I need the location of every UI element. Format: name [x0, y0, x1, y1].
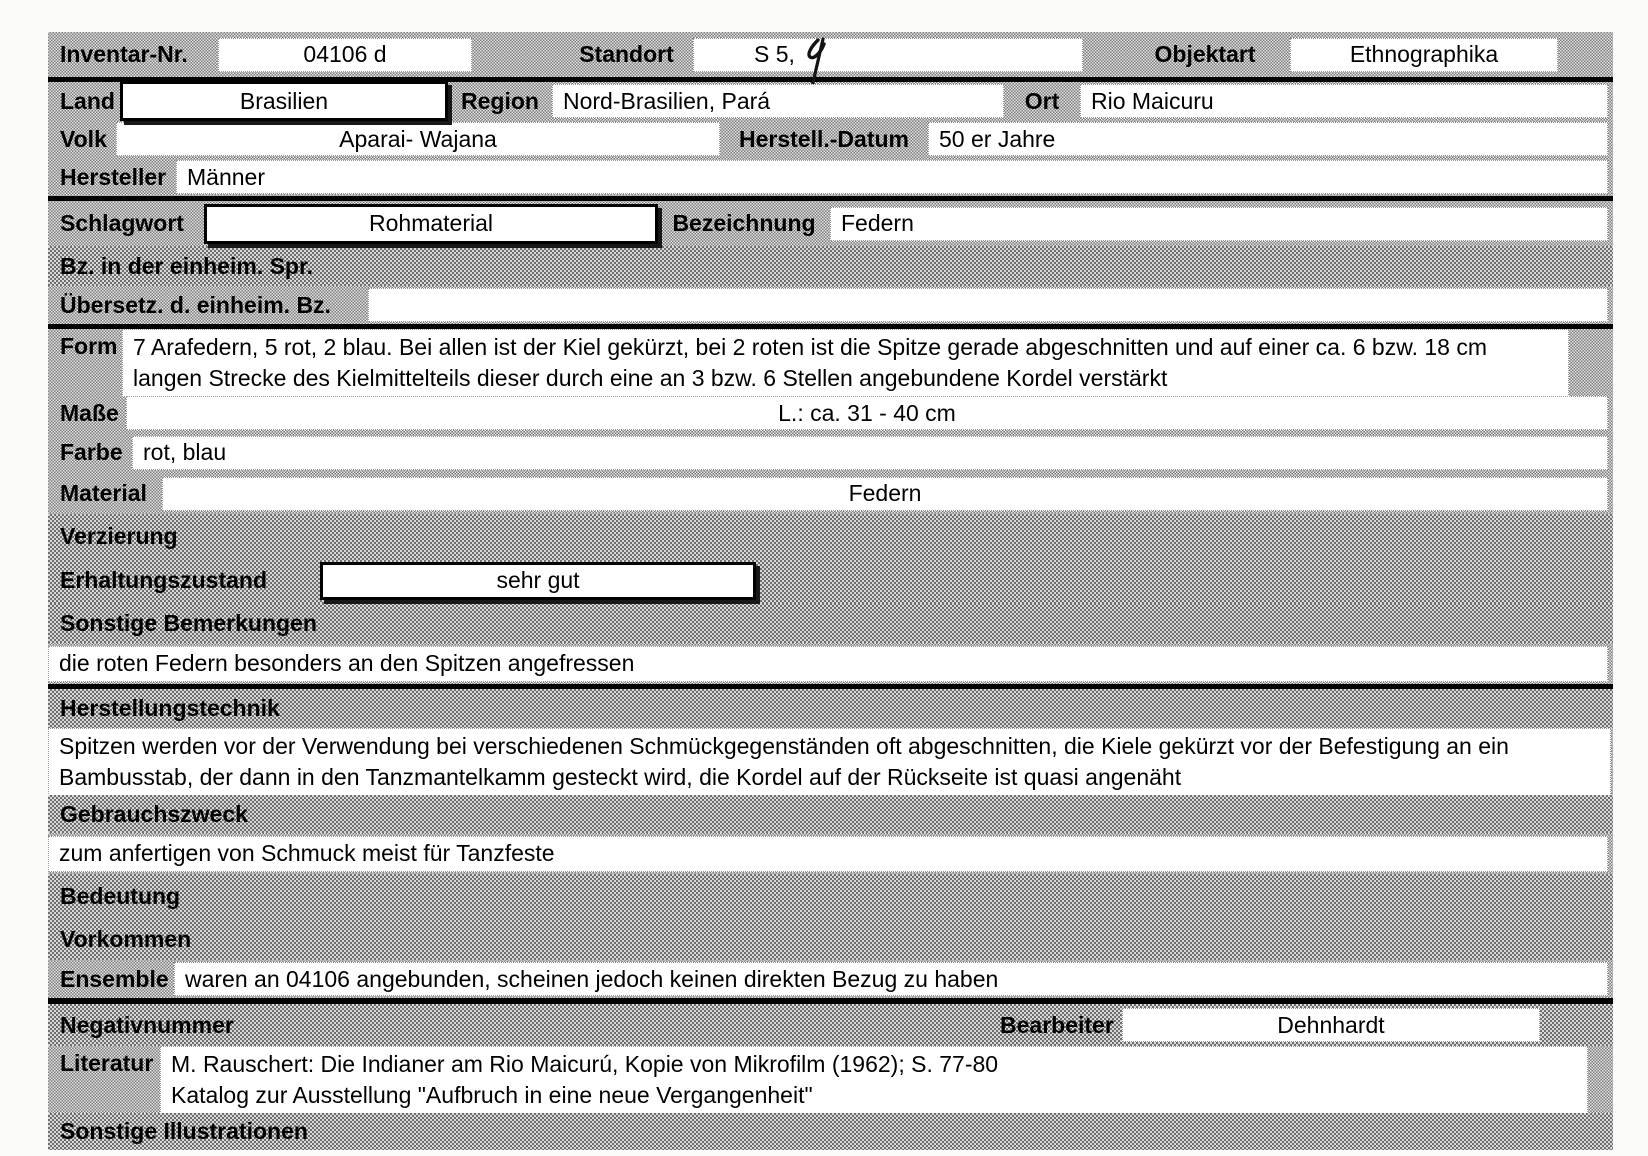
handwritten-4-mark — [803, 37, 829, 89]
bz-einheim-label: Bz. in der einheim. Spr. — [60, 252, 314, 279]
vorkommen-label: Vorkommen — [60, 925, 192, 952]
material-label: Material — [60, 480, 147, 506]
region-label: Region — [461, 87, 539, 114]
row-schlagwort — [48, 201, 1613, 246]
schlagwort-field[interactable]: Rohmaterial — [204, 204, 658, 244]
row-form — [48, 329, 1613, 394]
masse-label: Maße — [60, 399, 119, 426]
bedeutung-label: Bedeutung — [60, 882, 181, 909]
literatur-line-2: Katalog zur Ausstellung "Aufbruch in eine neue Vergangenheit" — [171, 1082, 813, 1108]
uebersetz-field[interactable] — [368, 288, 1608, 322]
ensemble-label: Ensemble — [60, 965, 169, 992]
ort-label: Ort — [1024, 87, 1060, 114]
row-sonstige-bemerkungen-label — [48, 603, 1613, 643]
volk-label: Volk — [60, 125, 107, 152]
row-herstellungstechnik-value — [48, 728, 1613, 795]
row-erhaltungszustand — [48, 558, 1613, 603]
masse-field[interactable]: L.: ca. 31 - 40 cm — [126, 396, 1608, 430]
herstellungstechnik-label: Herstellungstechnik — [60, 695, 280, 721]
row-volk — [48, 120, 1613, 158]
ensemble-field[interactable]: waren an 04106 angebunden, scheinen jedoch keinen direkten Bezug zu haben — [174, 962, 1608, 996]
literatur-label: Literatur — [60, 1050, 154, 1076]
row-ensemble — [48, 960, 1613, 998]
hersteller-label: Hersteller — [60, 163, 167, 190]
standort-field[interactable] — [693, 38, 1083, 72]
sonstige-bemerkungen-label: Sonstige Bemerkungen — [60, 609, 317, 636]
material-field[interactable]: Federn — [162, 477, 1608, 511]
row-gebrauchszweck-value — [48, 833, 1613, 874]
row-negativnummer — [48, 1004, 1613, 1046]
row-vorkommen — [48, 918, 1613, 960]
standort-label: Standort — [579, 41, 674, 67]
sonstige-bemerkungen-field[interactable]: die roten Federn besonders an den Spitzen angefressen — [48, 646, 1608, 682]
objektart-field[interactable]: Ethnographika — [1290, 38, 1558, 72]
region-field[interactable]: Nord-Brasilien, Pará — [552, 84, 1004, 118]
bezeichnung-field[interactable]: Federn — [830, 207, 1608, 241]
standort-value: S 5, — [754, 41, 795, 67]
bezeichnung-label: Bezeichnung — [672, 210, 816, 236]
erhaltungszustand-label: Erhaltungszustand — [60, 567, 268, 593]
farbe-field[interactable]: rot, blau — [132, 436, 1608, 470]
row-literatur — [48, 1046, 1613, 1113]
verzierung-label: Verzierung — [60, 522, 178, 549]
erhaltungszustand-field[interactable]: sehr gut — [320, 562, 756, 600]
literatur-field[interactable] — [160, 1046, 1588, 1114]
row-material — [48, 473, 1613, 514]
row-farbe — [48, 432, 1613, 473]
sonstige-illustrationen-label: Sonstige Illustrationen — [60, 1118, 308, 1144]
form-label: Form — [60, 333, 118, 359]
row-gebrauchszweck-label — [48, 795, 1613, 833]
row-verzierung — [48, 514, 1613, 558]
row-herstellungstechnik-label — [48, 689, 1613, 728]
row-masse — [48, 394, 1613, 432]
bearbeiter-label: Bearbeiter — [1000, 1011, 1114, 1038]
farbe-label: Farbe — [60, 439, 123, 465]
inventar-field[interactable]: 04106 d — [218, 38, 472, 72]
literatur-line-1: M. Rauschert: Die Indianer am Rio Maicurú, Kopie von Mikrofilm (1962); S. 77-80 — [171, 1051, 999, 1077]
herstell-datum-field[interactable]: 50 er Jahre — [928, 122, 1608, 156]
uebersetz-label: Übersetz. d. einheim. Bz. — [60, 291, 331, 318]
volk-field[interactable]: Aparai- Wajana — [116, 122, 720, 156]
land-label: Land — [60, 87, 115, 114]
gebrauchszweck-label: Gebrauchszweck — [60, 800, 248, 827]
land-field[interactable]: Brasilien — [120, 81, 448, 121]
row-sonstige-bemerkungen-value — [48, 643, 1613, 684]
herstell-datum-label: Herstell.-Datum — [739, 125, 909, 152]
row-inventar — [48, 32, 1613, 77]
gebrauchszweck-field[interactable]: zum anfertigen von Schmuck meist für Tanzfeste — [48, 836, 1608, 872]
row-land — [48, 82, 1613, 120]
hersteller-field[interactable]: Männer — [176, 160, 1608, 194]
form-field[interactable]: 7 Arafedern, 5 rot, 2 blau. Bei allen ist der Kiel gekürzt, bei 2 roten ist die Spitze gerade abgeschnitten und auf einer ca. 6 bzw. 18 cm langen Strecke des Kielmittelteils dieser durch eine an 3 bzw. 6 Stellen angebundene Kordel verstärkt — [122, 329, 1569, 397]
ort-field[interactable]: Rio Maicuru — [1080, 84, 1608, 118]
schlagwort-label: Schlagwort — [60, 210, 184, 236]
herstellungstechnik-field[interactable]: Spitzen werden vor der Verwendung bei verschiedenen Schmückgegenständen oft abgeschnitten, die Kiele gekürzt vor der Befestigung an ein Bambusstab, der dann in den Tanzmantelkamm gesteckt wird, die Kordel auf der Rückseite ist quasi angenäht — [48, 728, 1611, 796]
objektart-label: Objektart — [1154, 41, 1256, 67]
bearbeiter-field[interactable]: Dehnhardt — [1122, 1008, 1540, 1042]
row-hersteller — [48, 158, 1613, 196]
row-uebersetz — [48, 286, 1613, 324]
inventar-label: Inventar-Nr. — [60, 41, 188, 67]
museum-record-form — [48, 32, 1613, 1150]
row-bz-einheim — [48, 246, 1613, 286]
negativnummer-label: Negativnummer — [60, 1011, 234, 1038]
row-bedeutung — [48, 874, 1613, 918]
row-sonstige-illustrationen — [48, 1113, 1613, 1150]
